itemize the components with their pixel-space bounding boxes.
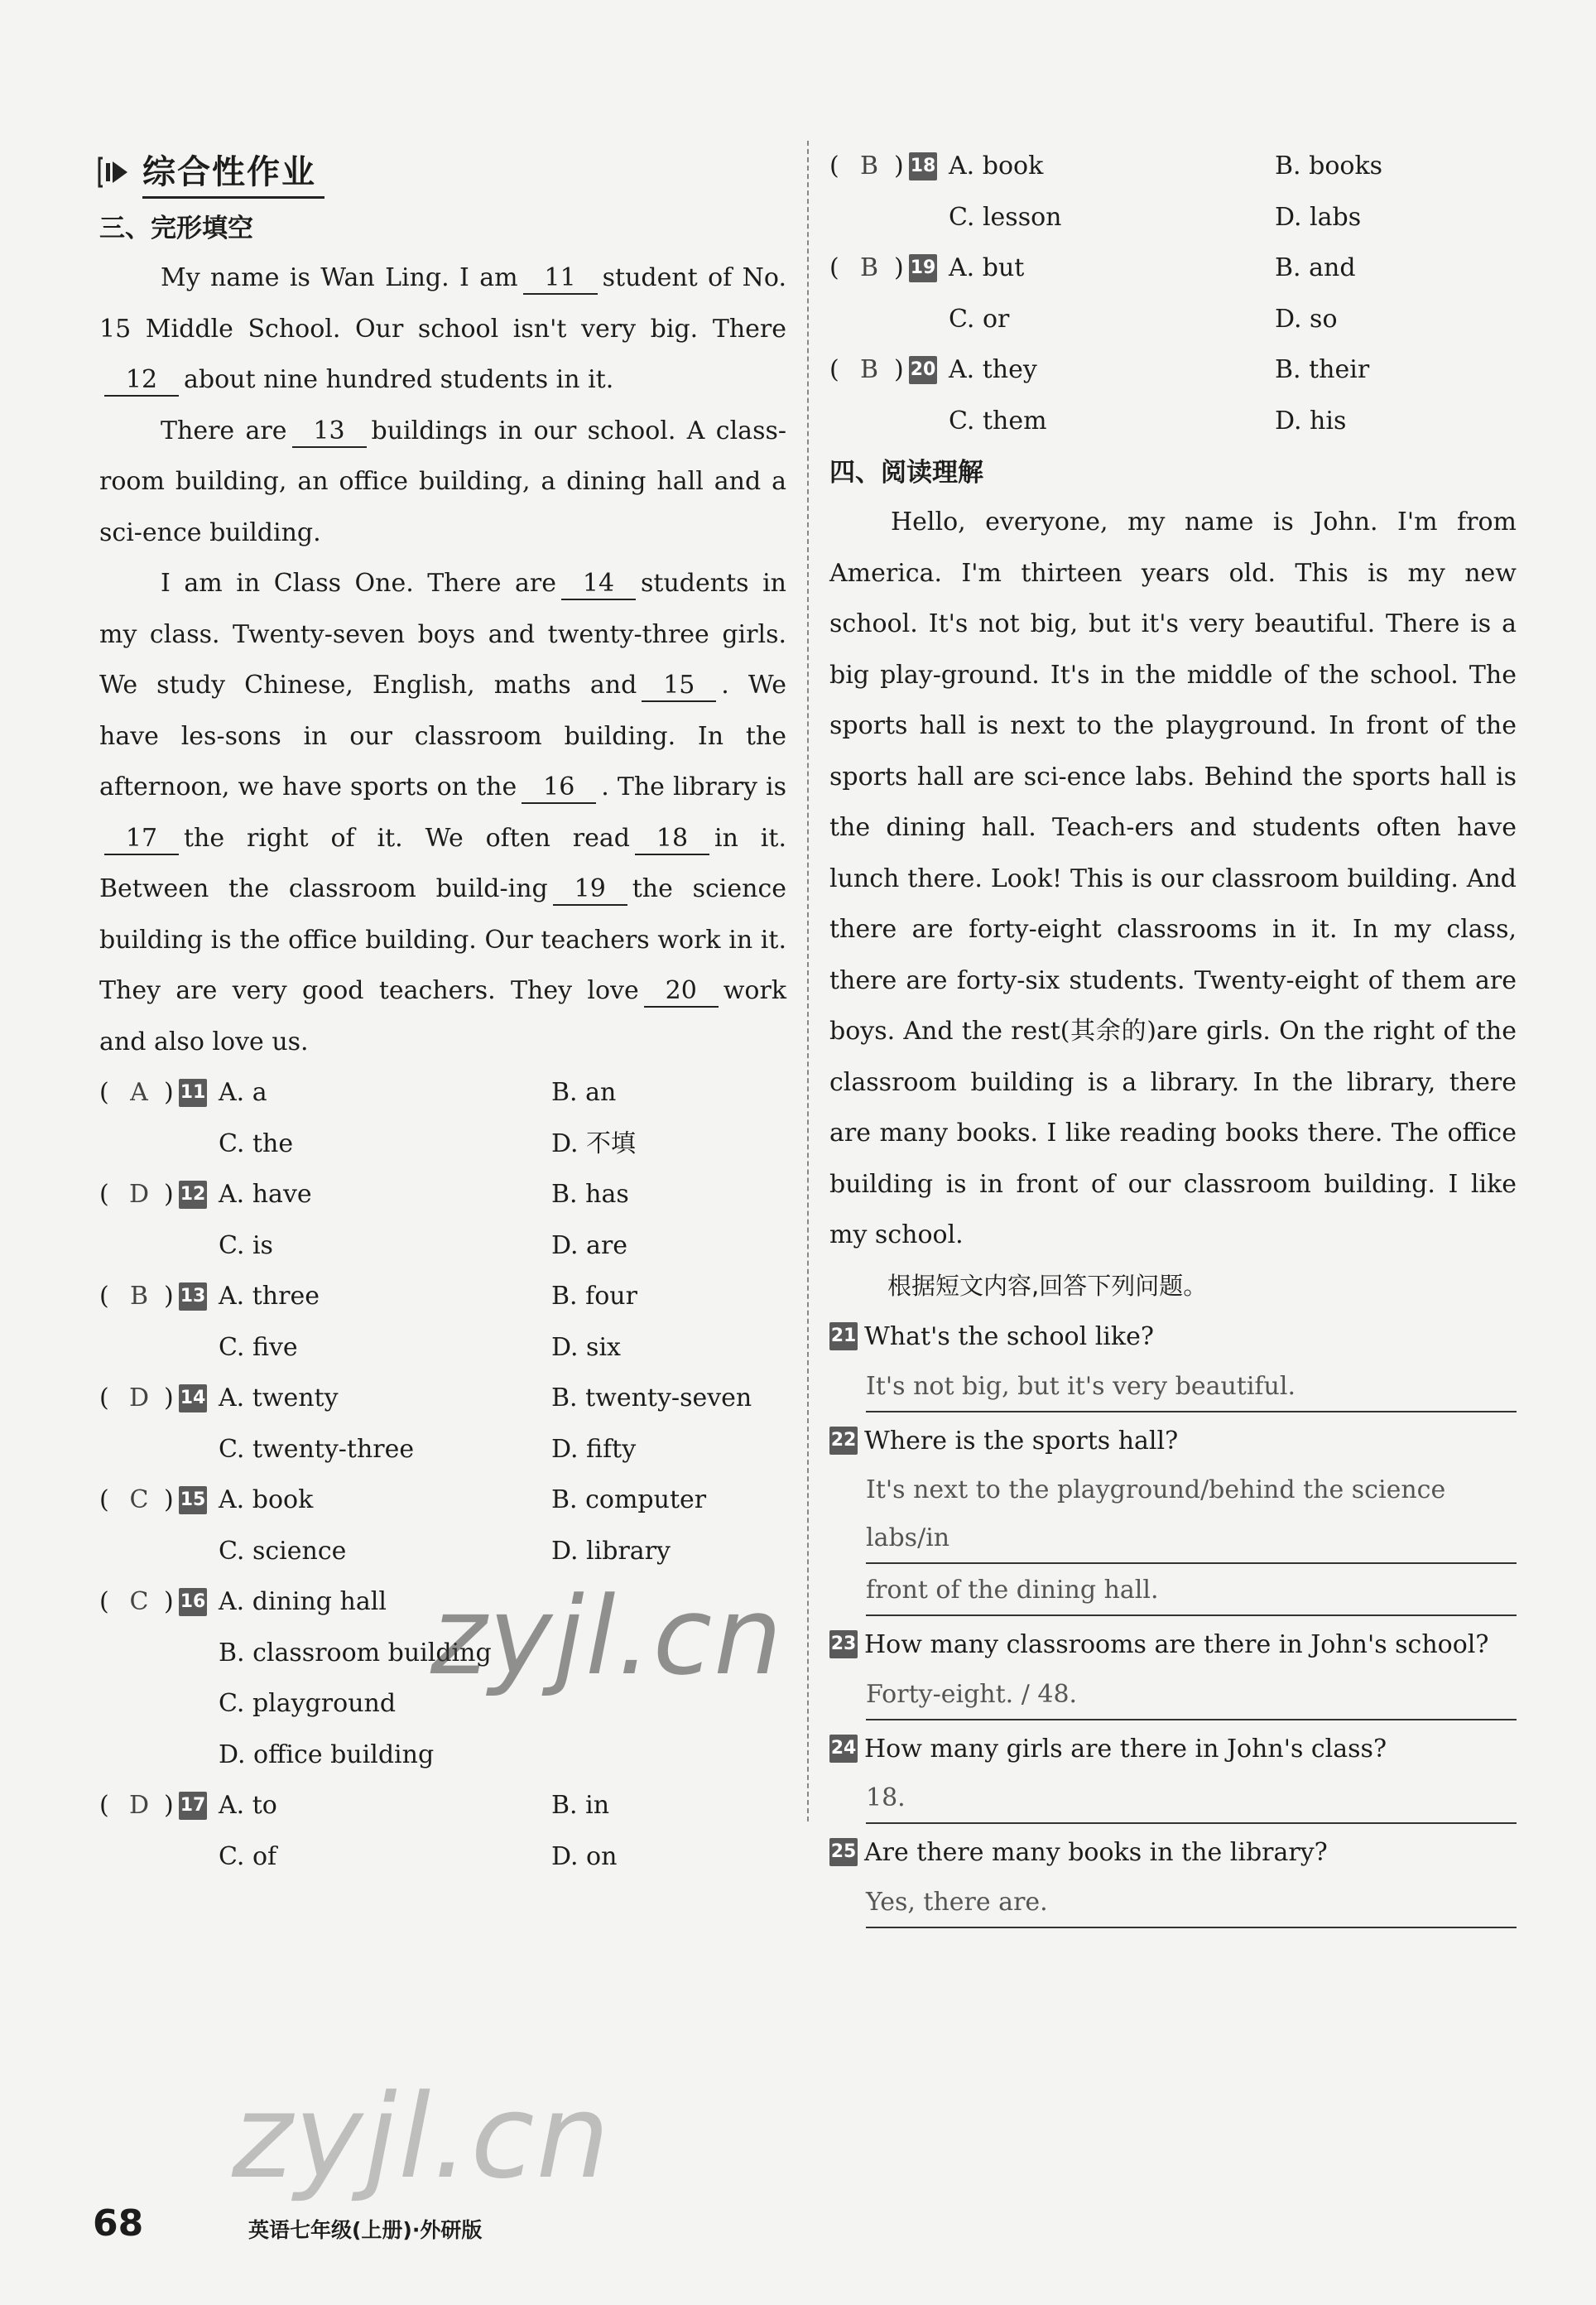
option-b: B. twenty-seven — [551, 1383, 752, 1412]
question-text: Where is the sports hall? — [864, 1426, 1179, 1456]
option-c: C. or — [949, 304, 1010, 334]
option-c: C. five — [219, 1332, 298, 1362]
option-c: C. the — [219, 1128, 294, 1158]
option-a: A. to — [219, 1791, 277, 1820]
option-c: C. science — [219, 1536, 347, 1566]
blank-11: 11 — [523, 263, 598, 295]
cloze-question-18: ( B ) 18 A. book B. books C. lesson D. labs — [829, 141, 1517, 243]
cloze-section-title: 三、完形填空 — [99, 214, 253, 243]
option-d: D. his — [1275, 406, 1347, 435]
cloze-question-14: ( D ) 14 A. twenty B. twenty-seven C. twenty-three D. fifty — [99, 1373, 786, 1475]
answer-13: B — [129, 1282, 149, 1311]
book-title: 英语七年级(上册)·外研版 — [248, 2218, 483, 2242]
reading-question-23 — [829, 1619, 1517, 1720]
option-b: B. their — [1275, 355, 1370, 384]
blank-20: 20 — [644, 976, 719, 1008]
column-divider — [807, 141, 809, 1821]
blank-17: 17 — [104, 824, 179, 855]
cloze-question-13: ( B ) 13 A. three B. four C. five D. six — [99, 1271, 786, 1373]
right-column — [829, 141, 1517, 1928]
answer-16: C — [129, 1587, 149, 1616]
cloze-question-17: ( D ) 17 A. to B. in C. of D. on — [99, 1780, 786, 1882]
cloze-question-12: ( D ) 12 A. have B. has C. is D. are — [99, 1169, 786, 1271]
option-d: D. fifty — [551, 1434, 637, 1464]
option-c: C. is — [219, 1230, 273, 1260]
page-number: 68 — [93, 2202, 144, 2245]
option-a: A. book — [219, 1485, 314, 1514]
reading-instruction: 根据短文内容,回答下列问题。 — [887, 1271, 1208, 1300]
blank-14: 14 — [561, 569, 636, 600]
answer-20: B — [859, 355, 879, 384]
option-a: A. dining hall — [219, 1587, 387, 1616]
option-b: B. four — [551, 1282, 637, 1311]
option-d: D. are — [551, 1230, 628, 1260]
question-number-18: 18 — [909, 152, 937, 180]
cloze-paragraph-3: I am in Class One. There are 14 students in my class. Twenty-seven boys and twenty-three girls. We study Chinese, English, maths and 15 . We have les-sons in our classroom building. In the afternoon, we have sports on the 16 . The library is17 the right of it. We often read 18 in it. Between the classroom build-ing 19 the science building is the office building. Our teachers work in it. They are very good teachers. They love 20 work and also love us. — [99, 569, 786, 1056]
option-a: A. three — [219, 1282, 320, 1311]
answer-line: 18. — [866, 1774, 1517, 1824]
question-number-19: 19 — [909, 254, 937, 282]
answer-line: Forty-eight. / 48. — [866, 1671, 1517, 1720]
question-number-21: 21 — [829, 1322, 858, 1350]
question-number-13: 13 — [179, 1282, 207, 1311]
answer-14: D — [128, 1383, 150, 1412]
option-b: B. in — [551, 1791, 610, 1820]
option-b: B. and — [1275, 253, 1356, 282]
option-b: B. an — [551, 1078, 617, 1107]
option-d: D. six — [551, 1332, 621, 1362]
answer-11: A — [130, 1078, 148, 1107]
question-number-12: 12 — [179, 1181, 207, 1209]
blank-16: 16 — [522, 772, 596, 804]
question-text: What's the school like? — [864, 1322, 1154, 1351]
option-c: C. lesson — [949, 202, 1062, 232]
blank-12: 12 — [104, 365, 179, 397]
option-a: A. twenty — [219, 1383, 339, 1412]
question-number-11: 11 — [179, 1079, 207, 1107]
question-number-14: 14 — [179, 1384, 207, 1412]
option-d: D. labs — [1275, 202, 1362, 232]
option-a: A. book — [949, 152, 1044, 180]
option-c: C. playground — [219, 1689, 397, 1718]
option-d: D. 不填 — [551, 1128, 637, 1158]
option-a: A. a — [219, 1078, 267, 1107]
option-a: A. have — [219, 1180, 312, 1209]
answer-19: B — [859, 253, 879, 282]
cloze-question-20: ( B ) 20 A. they B. their C. them D. his — [829, 344, 1517, 446]
option-b: B. books — [1275, 152, 1383, 180]
question-number-25: 25 — [829, 1838, 858, 1866]
question-number-23: 23 — [829, 1630, 858, 1658]
reading-question-25 — [829, 1827, 1517, 1928]
option-d: D. so — [1275, 304, 1338, 334]
reading-question-22 — [829, 1416, 1517, 1617]
reading-section-title: 四、阅读理解 — [829, 458, 983, 488]
cloze-paragraph-1: My name is Wan Ling. I am 11 student of No. 15 Middle School. Our school isn't very big. There12 about nine hundred students in it. — [99, 253, 786, 406]
blank-18: 18 — [635, 824, 709, 855]
watermark-mid: zyjl.cn — [430, 1573, 784, 1699]
section-header — [96, 146, 324, 199]
blank-13: 13 — [292, 416, 367, 448]
option-c: C. twenty-three — [219, 1434, 415, 1464]
option-a: A. but — [949, 253, 1025, 282]
answer-18: B — [859, 152, 879, 180]
play-arrow-icon — [96, 153, 136, 191]
reading-question-24 — [829, 1724, 1517, 1825]
question-number-22: 22 — [829, 1427, 858, 1455]
option-a: A. they — [949, 355, 1037, 384]
answer-line: It's next to the playground/behind the science labs/in — [866, 1466, 1517, 1564]
option-c: C. them — [949, 406, 1047, 435]
reading-passage: Hello, everyone, my name is John. I'm from America. I'm thirteen years old. This is my new school. It's not big, but it's very beautiful. There is a big play-ground. It's in the middle of the school. The sports hall is next to the playground. In front of the sports hall are sci-ence labs. Behind the sports hall is the dining hall. Teach-ers and students often have lunch there. Look! This is our classroom building. And there are forty-eight classrooms in it. In my class, there are forty-six students. Twenty-eight of them are boys. And the rest(其余的)are girls. On the right of the classroom building is a library. In the library, there are many books. I like reading books there. The office building is in front of our classroom building. I like my school. — [829, 508, 1517, 1249]
option-b: B. has — [551, 1180, 629, 1209]
option-d: D. library — [551, 1536, 671, 1566]
option-c: C. of — [219, 1841, 277, 1871]
answer-15: C — [129, 1485, 149, 1514]
answer-line: It's not big, but it's very beautiful. — [866, 1363, 1517, 1412]
option-b: B. computer — [551, 1485, 707, 1514]
cloze-question-11: ( A ) 11 A. a B. an C. the D. 不填 — [99, 1067, 786, 1169]
question-text: How many girls are there in John's class? — [864, 1734, 1387, 1764]
cloze-question-15: ( C ) 15 A. book B. computer C. science D. library — [99, 1475, 786, 1576]
blank-15: 15 — [642, 671, 716, 702]
question-text: Are there many books in the library? — [864, 1838, 1328, 1867]
question-number-15: 15 — [179, 1486, 207, 1514]
answer-line-2: front of the dining hall. — [866, 1566, 1517, 1616]
answer-17: D — [128, 1791, 150, 1820]
answer-line: Yes, there are. — [866, 1879, 1517, 1928]
blank-19: 19 — [553, 874, 627, 906]
question-number-16: 16 — [179, 1588, 207, 1616]
reading-question-21 — [829, 1311, 1517, 1412]
question-number-24: 24 — [829, 1735, 858, 1763]
question-number-20: 20 — [909, 356, 937, 384]
option-d: D. on — [551, 1841, 618, 1871]
cloze-question-16: ( C ) 16 A. dining hall B. classroom building C. playground D. office building — [99, 1576, 786, 1780]
question-text: How many classrooms are there in John's school? — [864, 1630, 1489, 1659]
answer-12: D — [128, 1180, 150, 1209]
watermark-bottom: zyjl.cn — [232, 2070, 612, 2205]
cloze-paragraph-2: There are 13 buildings in our school. A class-room building, an office building, a dining hall and a sci-ence building. — [99, 416, 786, 547]
question-number-17: 17 — [179, 1792, 207, 1820]
option-b: B. classroom building — [219, 1638, 492, 1667]
cloze-question-19: ( B ) 19 A. but B. and C. or D. so — [829, 243, 1517, 344]
option-d: D. office building — [219, 1740, 435, 1769]
header-title: 综合性作业 — [142, 146, 324, 199]
